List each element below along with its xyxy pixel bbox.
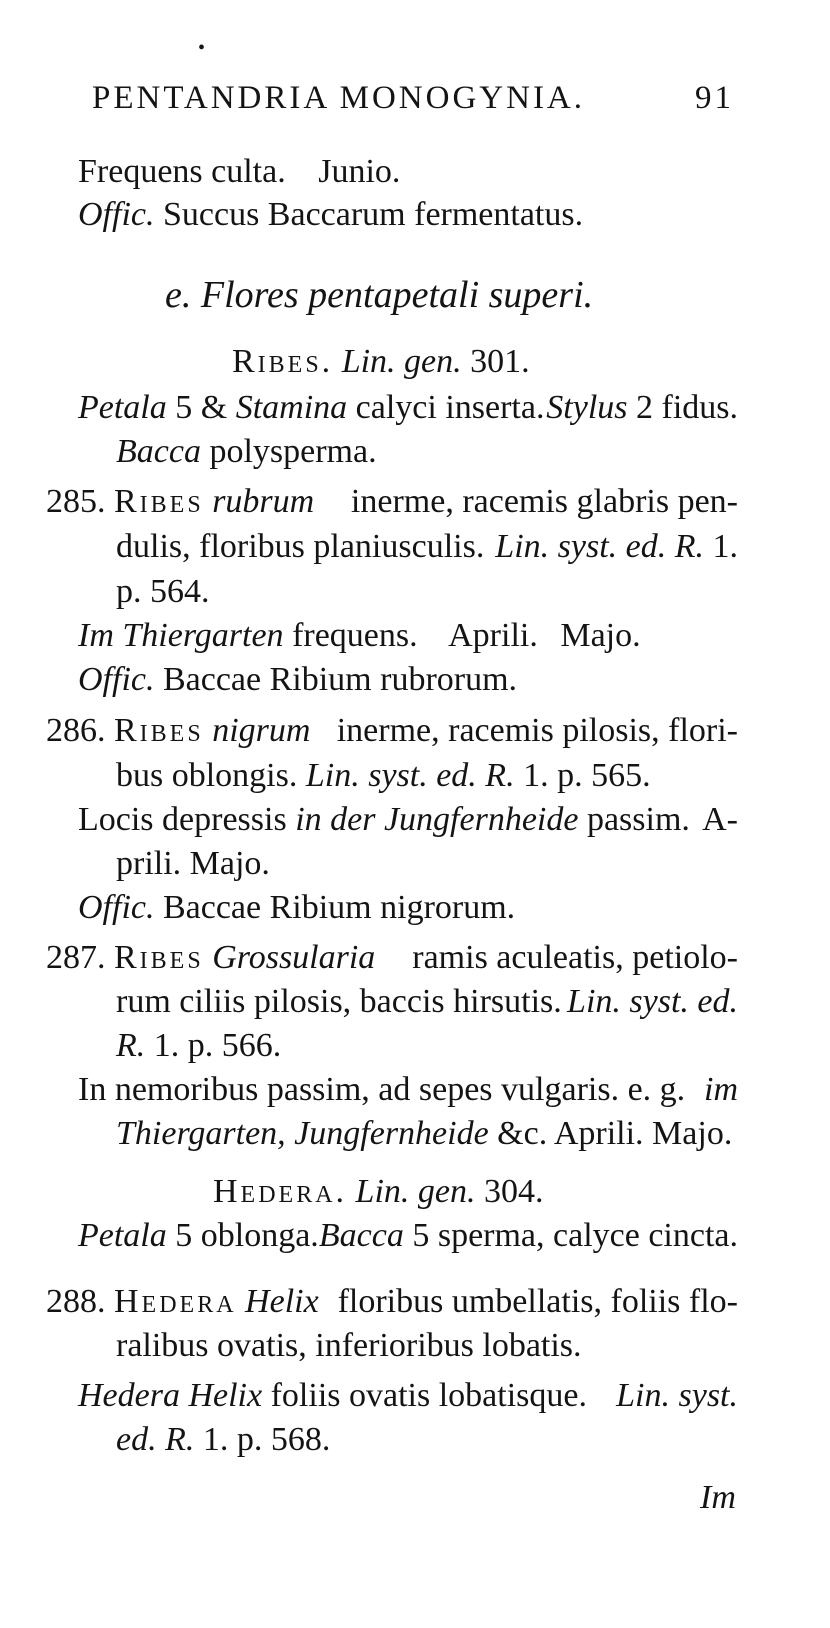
offic-text: Baccae Ribium nigrorum.: [162, 889, 516, 926]
habitat-place: Thiergarten, Jungfernheide: [116, 1115, 489, 1152]
species-287-line-2: [116, 982, 738, 1022]
habitat-month: Aprili.: [448, 617, 538, 654]
species-287-habitat-2: [116, 1114, 732, 1154]
species-number: 285.: [46, 483, 106, 520]
catchword: Im: [700, 1479, 736, 1516]
char-text: 5 sperma, calyce cincta.: [412, 1217, 738, 1254]
genus-ref-num: 304.: [484, 1173, 544, 1210]
offic-text: Baccae Ribium rubrorum.: [162, 661, 518, 698]
species-285-habitat: [78, 616, 641, 656]
habitat-text: In nemoribus passim, ad sepes vulgaris. e. g.: [78, 1071, 686, 1108]
habitat-place: in der Jungfernheide: [295, 801, 579, 838]
species-286-habitat-1: [78, 800, 738, 840]
species-genus: Hedera: [114, 1283, 237, 1320]
species-number: 286.: [46, 712, 106, 749]
species-ref: Lin. syst. ed.: [567, 983, 738, 1020]
char-text: 2 fidus.: [636, 389, 738, 426]
char-text: polysperma.: [209, 433, 377, 470]
species-diagnosis: dulis, floribus planiusculis.: [116, 528, 485, 565]
species-ref: Lin. syst. ed. R.: [305, 757, 515, 794]
genus-name: Ribes.: [232, 343, 334, 380]
species-288-synonym-2: [116, 1420, 330, 1460]
species-287-habitat-1: [78, 1070, 738, 1110]
species-number: 287.: [46, 939, 106, 976]
char-text: 5 &: [175, 389, 228, 426]
species-diagnosis: inerme, racemis pilosis, flori-: [336, 712, 738, 749]
habitat-frequency: frequens.: [292, 617, 418, 654]
species-diagnosis: rum ciliis pilosis, baccis hirsutis.: [116, 983, 562, 1020]
species-genus: Ribes: [114, 483, 204, 520]
offic-text: Succus Baccarum fermentatus.: [162, 196, 584, 233]
species-epithet: rubrum: [212, 483, 315, 520]
char-text: calyci inserta.: [355, 389, 545, 426]
species-285-offic: [78, 660, 517, 700]
offic-label: Offic.: [78, 889, 155, 926]
species-ref-page: 1. p. 566.: [153, 1027, 282, 1064]
habitat-text: Locis depressis: [78, 801, 287, 838]
char-petala: Petala: [78, 1217, 167, 1254]
char-bacca: Bacca: [318, 1217, 404, 1254]
habitat-months: &c. Aprili. Majo.: [497, 1115, 733, 1152]
species-288-synonym-1: [78, 1376, 738, 1416]
section-title: Flores pentapetali superi.: [200, 274, 594, 316]
species-287-line-1: [46, 938, 738, 978]
species-287-line-3: [116, 1026, 281, 1066]
species-286-habitat-2: prili. Majo.: [116, 845, 270, 882]
species-286-line-1: [46, 711, 738, 751]
habitat-text: im: [704, 1071, 738, 1108]
genus-ref: Lin. gen.: [355, 1173, 476, 1210]
species-ref-page: 1. p. 565.: [523, 757, 651, 794]
genus-character-line-1: [78, 388, 738, 428]
habitat-month: A-: [702, 801, 738, 838]
species-epithet: nigrum: [212, 712, 311, 749]
genus-ref-num: 301.: [470, 343, 530, 380]
species-285-line-3: p. 564.: [116, 573, 210, 610]
section-letter: e.: [165, 274, 192, 316]
species-ref-vol: 1.: [712, 528, 738, 565]
synonym-ref: Lin. syst.: [616, 1377, 738, 1414]
habitat-frequency: passim.: [586, 801, 690, 838]
page-number: 91: [695, 80, 734, 116]
char-stylus: Stylus: [546, 389, 628, 426]
char-text: 5 oblonga.: [175, 1217, 319, 1254]
intro-line-2: [78, 195, 583, 235]
char-petala: Petala: [78, 389, 167, 426]
char-bacca: Bacca: [116, 433, 201, 470]
synonym-name: Hedera Helix: [78, 1377, 263, 1414]
species-diagnosis: inerme, racemis glabris pen-: [350, 483, 738, 520]
genus-name: Hedera.: [213, 1173, 348, 1210]
species-288-line-2: ralibus ovatis, inferioribus lobatis.: [116, 1327, 582, 1364]
synonym-ref-page: 1. p. 568.: [202, 1421, 331, 1458]
species-diagnosis: floribus umbellatis, foliis flo-: [337, 1283, 738, 1320]
species-ref: R.: [116, 1027, 146, 1064]
species-number: 288.: [46, 1283, 106, 1320]
species-genus: Ribes: [114, 712, 204, 749]
species-genus: Ribes: [114, 939, 204, 976]
hedera-character-line: [78, 1216, 738, 1256]
intro-frequens: Frequens culta.: [78, 153, 286, 190]
species-286-line-2: [116, 756, 651, 796]
species-285-line-1: [46, 482, 738, 522]
char-stamina: Stamina: [235, 389, 348, 426]
offic-label: Offic.: [78, 661, 155, 698]
species-ref: Lin. syst. ed. R.: [495, 528, 704, 565]
synonym-text: foliis ovatis lobatisque.: [270, 1377, 587, 1414]
species-288-line-1: [46, 1282, 738, 1322]
habitat-place: Im Thiergarten: [78, 617, 284, 654]
intro-month: Junio.: [318, 153, 401, 190]
genus-heading-ribes: [232, 342, 530, 382]
running-title: PENTANDRIA MONOGYNIA.: [92, 80, 586, 116]
genus-heading-hedera: [213, 1172, 544, 1212]
species-285-line-2: [116, 527, 738, 567]
species-epithet: Helix: [245, 1283, 319, 1320]
offic-label: Offic.: [78, 196, 155, 233]
genus-ref: Lin. gen.: [341, 343, 462, 380]
habitat-month: Majo.: [560, 617, 641, 654]
header-dot: •: [198, 37, 206, 59]
section-heading: [165, 275, 593, 315]
species-diagnosis: bus oblongis.: [116, 757, 298, 794]
species-286-offic: [78, 888, 515, 928]
species-epithet: Grossularia: [212, 939, 376, 976]
genus-character-line-2: [116, 432, 377, 472]
species-diagnosis: ramis aculeatis, petiolo-: [412, 939, 738, 976]
synonym-ref: ed. R.: [116, 1421, 195, 1458]
intro-line-1: [78, 152, 400, 192]
